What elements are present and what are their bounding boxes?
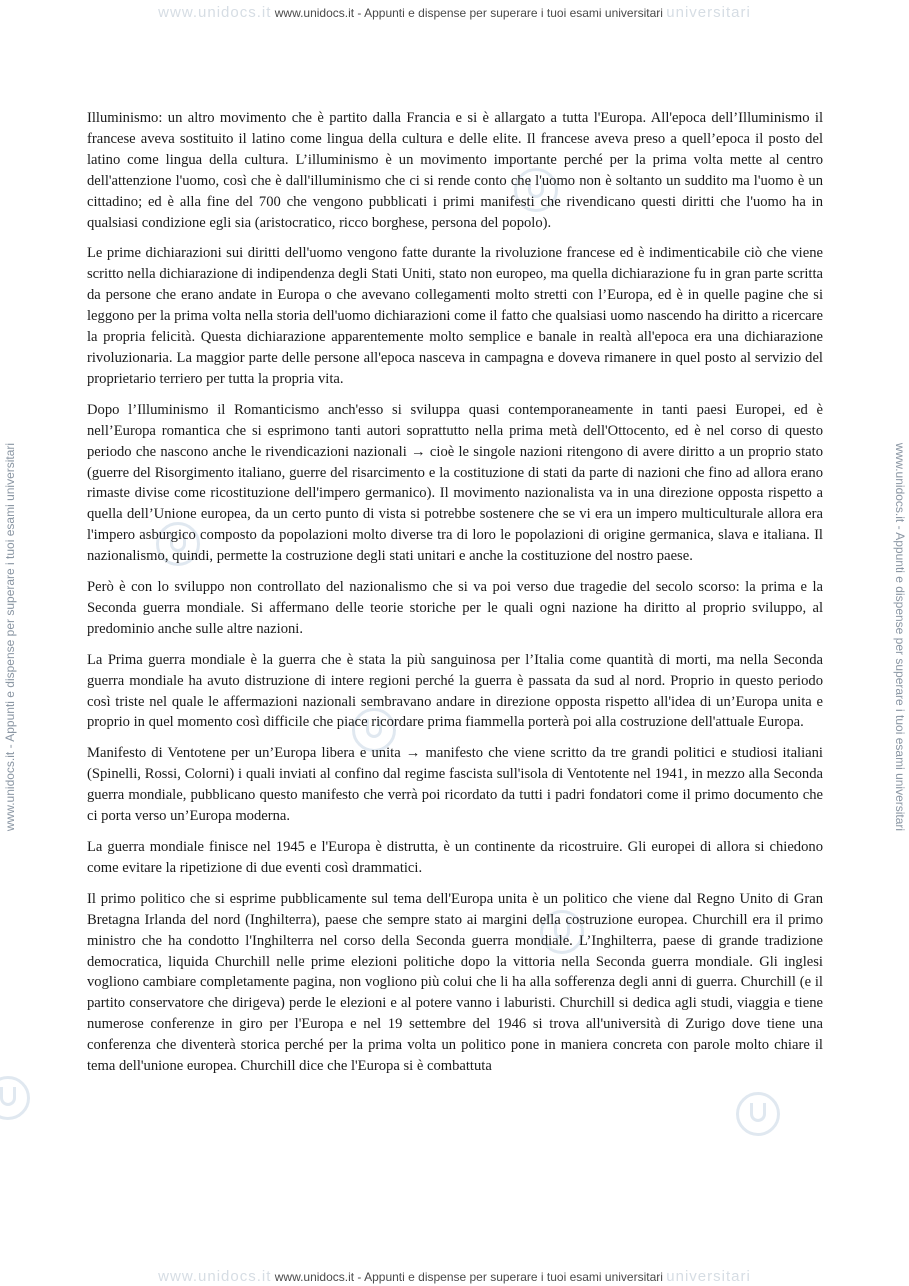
header-watermark-right: universitari (666, 4, 751, 21)
paragraph-churchill: Il primo politico che si esprime pubblicamente sul tema dell'Europa unita è un politico che viene dal Regno Unito di Gran Bretagna Irlanda del nord (Inghilterra), paese che sempre stato ai margini della costruzione europea. Churchill era il primo ministro che ha condotto l'Inghilterra nel corso della Seconda guerra mondiale. L’Inghilterra, paese di grande tradizione democratica, liquida Churchill nelle prime elezioni politiche dopo la vittoria nella Seconda guerra mondiale. Gli inglesi vogliono cambiare completamente pagina, non vogliono più colui che li ha alla sofferenza degli anni di guerra. Churchill (e il partito conservatore che dirigeva) perde le elezioni e al potere vanno i laburisti. Churchill si dedica agli studi, viaggia e tiene numerose conferenze in giro per l'Europa e nel 19 settembre del 1946 si trova all'università di Zurigo dove tiene una conferenza che diventerà storica perché per la prima volta un politico pone in maniera concreta con parole molto chiare il tema dell'unione europea. Churchill dice che l'Europa si è combattuta (87, 890, 823, 1075)
unidocs-logo-watermark-icon (736, 1092, 780, 1136)
paragraph-nazionalismo: Però è con lo sviluppo non controllato del nazionalismo che si va poi verso due tragedie del secolo scorso: la prima e la Seconda guerra mondiale. Si affermano delle teorie storiche per le quali ogni nazione ha diritto al proprio sviluppo, al predominio anche sulle altre nazioni. (87, 579, 823, 637)
header-banner-text: www.unidocs.it - Appunti e dispense per superare i tuoi esami universitari (274, 6, 663, 20)
footer-watermark-right: universitari (666, 1268, 751, 1285)
left-margin-watermark: www.unidocs.it - Appunti e dispense per superare i tuoi esami universitari (3, 442, 17, 832)
footer-watermark-left: www.unidocs.it (158, 1268, 272, 1285)
header-banner (0, 4, 909, 21)
paragraph-illuminismo: Illuminismo: un altro movimento che è partito dalla Francia e si è allargato a tutta l'Europa. All'epoca dell’Illuminismo il francese aveva sostituito il latino come lingua della cultura e delle elite. Il francese aveva preso a quell’epoca il posto del latino come lingua della cultura. L’illuminismo è un movimento importante perché per la prima volta mette al centro dell'attenzione l'uomo, così che è dall'illuminismo che ci si rende conto che l'uomo non è soltanto un suddito ma l'uomo è un cittadino; ed è alla fine del 700 che vengono pubblicati i primi manifesti che rivendicano questi diritti che l'uomo ha in qualsiasi condizione egli sia (aristocratico, ricco borghese, persona del popolo). (87, 110, 823, 231)
footer-banner (0, 1268, 909, 1285)
footer-banner-text: www.unidocs.it - Appunti e dispense per superare i tuoi esami universitari (274, 1270, 663, 1284)
paragraph-fine-guerra: La guerra mondiale finisce nel 1945 e l'Europa è distrutta, è un continente da ricostruire. Gli europei di allora si chiedono come evitare la ripetizione di due eventi così drammatici. (87, 839, 823, 876)
paragraph-guerre-mondiali: La Prima guerra mondiale è la guerra che è stata la più sanguinosa per l’Italia come quantità di morti, ma nella Seconda guerra mondiale ha avuto distruzione di intere regioni perché la guerra è passata da sud al nord. Proprio in questo periodo così triste nel quale le affermazioni nazionali sembravano andare in direzione opposta rispetto all'idea di un’Europa unita e proprio in quel momento così difficile che piace ricordare prima fiammella porterà poi alla costruzione dell'attuale Europa. (87, 651, 823, 731)
document-body (87, 108, 823, 1087)
header-watermark-left: www.unidocs.it (158, 4, 272, 21)
paragraph-romanticismo: Dopo l’Illuminismo il Romanticismo anch'esso si sviluppa quasi contemporaneamente in tanti paesi Europei, ed è nell’Europa romantica che si esprimono tanti autori soprattutto nella prima metà dell'Ottocento, ed è nel corso di questo periodo che nascono anche le rivendicazioni nazionali → cioè le singole nazioni ritengono di avere diritto a un proprio stato (guerre del Risorgimento italiano, guerre del risarcimento e la costituzione di stati da parte di nazioni che fino ad allora erano rimaste divise come ricostituzione dell'impero germanico). Il movimento nazionalista va in una direzione opposta rispetto a quella dell’Unione europea, da un certo punto di vista si potrebbe sostenere che se vi era un impero multiculturale allora era l'impero asburgico composto da popolazioni molto diverse tra di loro le popolazioni di origine germanica, slava e italiana. Il nazionalismo, quindi, permette la costruzione degli stati unitari e anche la costituzione del nostro paese. (87, 401, 823, 565)
right-margin-watermark: www.unidocs.it - Appunti e dispense per superare i tuoi esami universitari (893, 442, 907, 832)
unidocs-logo-watermark-icon (0, 1076, 30, 1120)
paragraph-dichiarazioni: Le prime dichiarazioni sui diritti dell'uomo vengono fatte durante la rivoluzione francese ed è indimenticabile ciò che viene scritto nella dichiarazione di indipendenza degli Stati Uniti, stato non europeo, ma quella dichiarazione fu in gran parte scritta da persone che erano andate in Europa o che avevano collegamenti molto stretti con l’Europa, ed è in quelle pagine che si leggono per la prima volta nella storia dell'uomo dichiarazioni come il fatto che qualsiasi uomo nascendo ha diritto a ricercare la propria felicità. Questa dichiarazione apparentemente molto semplice e banale in realtà all'epoca era una dichiarazione rivoluzionaria. La maggior parte delle persone all'epoca nasceva in campagna e doveva rimanere in quel posto al servizio del proprietario terriero per tutta la propria vita. (87, 245, 823, 387)
paragraph-ventotene: Manifesto di Ventotene per un’Europa libera e unita → manifesto che viene scritto da tre grandi politici e studiosi italiani (Spinelli, Rossi, Colorni) i quali inviati al confino dal regime fascista sull'isola di Ventotente nel 1941, in mezzo alla Seconda guerra mondiale, pubblicano questo manifesto che verrà poi ricordato da tutti i padri fondatori come il primo documento che ci porta verso un’Europa moderna. (87, 745, 823, 825)
